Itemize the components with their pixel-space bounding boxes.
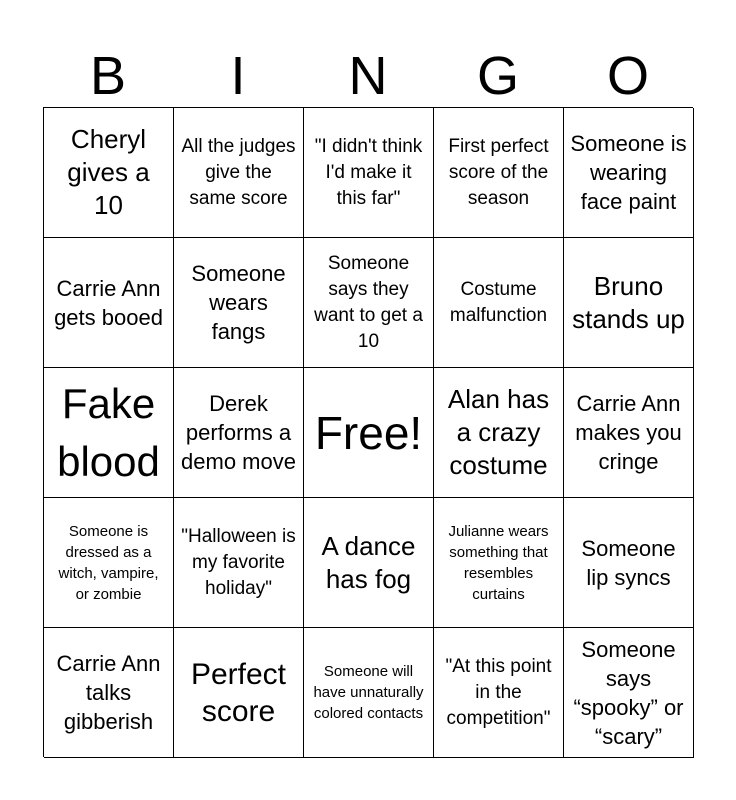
cell-text: Bruno stands up: [572, 270, 685, 334]
cell-text: "I didn't think I'd make it this far": [314, 135, 423, 209]
cell-text: Someone says they want to get a 10: [314, 252, 423, 352]
bingo-cell[interactable]: [174, 368, 304, 498]
bingo-cell[interactable]: [434, 108, 564, 238]
cell-text: Carrie Ann talks gibberish: [56, 651, 161, 734]
cell-text: Derek performs a demo move: [181, 391, 296, 474]
cell-text: Alan has a crazy costume: [447, 384, 550, 480]
cell-text: Someone wears fangs: [191, 261, 286, 344]
bingo-cell[interactable]: [174, 498, 304, 628]
bingo-cell[interactable]: [44, 238, 174, 368]
bingo-board: [43, 107, 693, 757]
bingo-cell[interactable]: [564, 238, 694, 368]
cell-text: Carrie Ann gets booed: [54, 275, 163, 330]
bingo-cell[interactable]: [304, 238, 434, 368]
cell-text: Carrie Ann makes you cringe: [575, 391, 682, 474]
header-letter-g: G: [476, 46, 519, 106]
cell-text: Fake blood: [57, 379, 160, 485]
cell-text: Someone lip syncs: [581, 535, 676, 590]
cell-text: Someone is wearing face paint: [570, 131, 687, 214]
bingo-cell[interactable]: [304, 628, 434, 758]
bingo-cell[interactable]: [304, 108, 434, 238]
cell-text: First perfect score of the season: [448, 135, 549, 209]
bingo-cell[interactable]: [434, 498, 564, 628]
cell-text: Someone says “spooky” or “scary”: [573, 636, 684, 749]
bingo-cell[interactable]: [564, 368, 694, 498]
bingo-cell[interactable]: [174, 628, 304, 758]
bingo-cell[interactable]: [564, 628, 694, 758]
cell-text: Costume malfunction: [449, 278, 548, 326]
cell-text: Perfect score: [190, 657, 287, 728]
bingo-cell[interactable]: [564, 498, 694, 628]
bingo-cell[interactable]: [174, 238, 304, 368]
bingo-cell[interactable]: [44, 628, 174, 758]
cell-text: Julianne wears something that resembles curtains: [448, 522, 549, 603]
header-letter-n: N: [348, 46, 388, 106]
bingo-cell[interactable]: [434, 238, 564, 368]
cell-text: Cheryl gives a 10: [67, 124, 150, 220]
bingo-cell[interactable]: [434, 628, 564, 758]
cell-text: "Halloween is my favorite holiday": [181, 525, 296, 599]
bingo-cell[interactable]: [44, 498, 174, 628]
free-space-cell[interactable]: [304, 368, 434, 498]
bingo-cell[interactable]: [304, 498, 434, 628]
header-letter-b: B: [89, 46, 127, 106]
cell-text: All the judges give the same score: [181, 135, 296, 209]
bingo-cell[interactable]: [44, 368, 174, 498]
bingo-cell[interactable]: [564, 108, 694, 238]
cell-text: "At this point in the competition": [445, 655, 552, 729]
header-letter-o: O: [606, 46, 649, 106]
header-letter-i: I: [230, 46, 246, 106]
cell-text: Someone is dressed as a witch, vampire, or zombie: [58, 522, 159, 603]
bingo-header: [43, 44, 693, 108]
bingo-cell[interactable]: [44, 108, 174, 238]
bingo-cell[interactable]: [174, 108, 304, 238]
bingo-cell[interactable]: [434, 368, 564, 498]
cell-text: Someone will have unnaturally colored contacts: [313, 663, 424, 722]
cell-text: A dance has fog: [321, 530, 416, 594]
cell-text: Free!: [314, 406, 423, 459]
